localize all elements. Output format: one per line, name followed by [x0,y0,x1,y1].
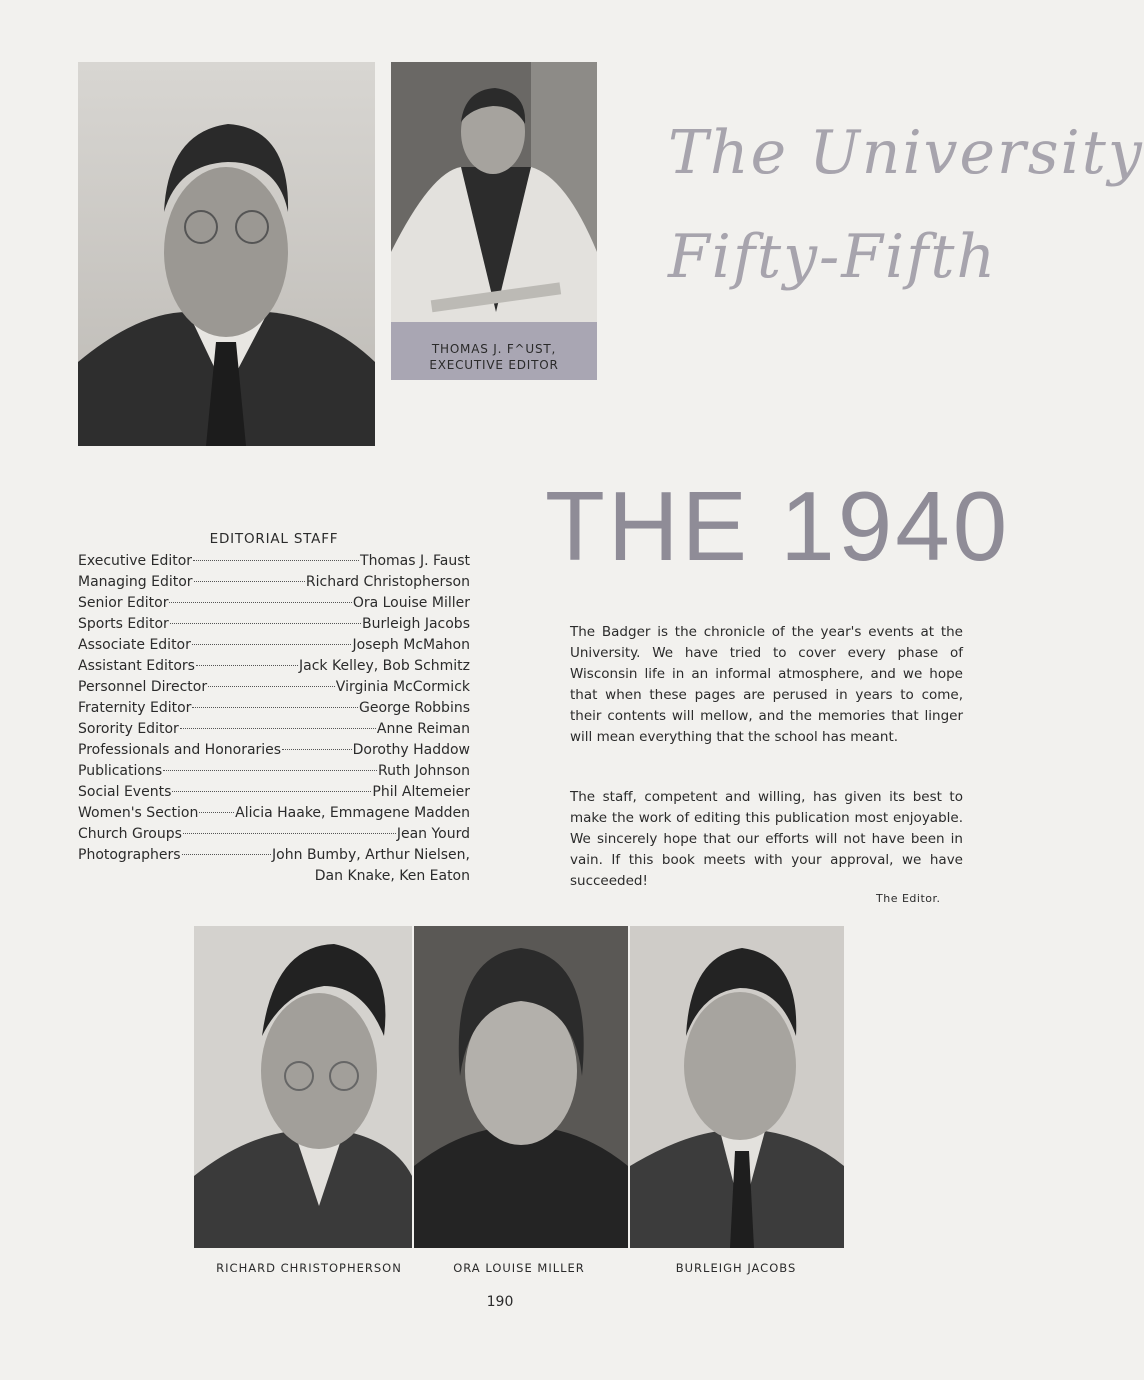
leader-dots [196,665,298,666]
staff-row [78,824,470,845]
staff-name: Jack Kelley, Bob Schmitz [299,658,470,674]
staff-row [78,803,470,824]
staff-name: Dan Knake, Ken Eaton [314,868,470,884]
staff-row [78,845,470,866]
leader-dots [172,791,371,792]
staff-role: Social Events [78,784,172,800]
staff-row [78,782,470,803]
staff-role: Church Groups [78,826,182,842]
leader-dots [199,812,234,813]
staff-name: Phil Altemeier [372,784,470,800]
faust-caption-name: THOMAS J. F^UST, [431,342,557,356]
staff-row [78,614,470,635]
caption-miller: ORA LOUISE MILLER [453,1261,585,1275]
leader-dots [194,581,305,582]
portrait-photo-large [78,62,375,446]
staff-paragraph: The staff, competent and willing, has given its best to make the work of editing this publication most enjoyable. We sincerely hope that our efforts will not have been in vain. If this book meets with your approval, we have succeeded! [570,789,963,889]
staff-role: Executive Editor [78,553,193,569]
staff-row [78,572,470,593]
staff-role: Fraternity Editor [78,700,192,716]
leader-dots [192,707,358,708]
staff-row-continuation [78,866,470,887]
editor-signature: The Editor. [876,892,941,905]
leader-dots [208,686,335,687]
big-title: THE 1940 [545,471,1011,581]
leader-dots [163,770,377,771]
staff-name: John Bumby, Arthur Nielsen, [272,847,470,863]
staff-name: Virginia McCormick [335,679,470,695]
editorial-staff-list [78,551,470,887]
staff-role: Senior Editor [78,595,169,611]
page-number: 190 [486,1294,514,1310]
leader-dots [170,623,361,624]
staff-role: Associate Editor [78,637,191,653]
leader-dots [192,644,352,645]
staff-row [78,740,470,761]
staff-row [78,761,470,782]
leader-dots [169,602,351,603]
staff-name: Dorothy Haddow [352,742,470,758]
staff-role: Photographers [78,847,181,863]
caption-jacobs: BURLEIGH JACOBS [675,1261,797,1275]
script-heading-line1: The University [668,118,1144,188]
staff-role: Sorority Editor [78,721,179,737]
staff-role: Women's Section [78,805,199,821]
intro-paragraph: The Badger is the chronicle of the year's events at the University. We have tried to cover every phase of Wisconsin life in an informal atmosphere, and we hope that when these pages are perused in years to come, their contents will mellow, and the memories that linger will mean everything that the school has meant. [570,624,963,745]
staff-name: Thomas J. Faust [360,553,470,569]
faust-caption-title: EXECUTIVE EDITOR [429,358,559,372]
script-heading-line2: Fifty-Fifth [668,222,998,292]
staff-name: Richard Christopherson [305,574,470,590]
staff-role: Sports Editor [78,616,169,632]
portrait-miller [414,926,628,1248]
leader-dots [180,728,376,729]
staff-name: Jean Yourd [396,826,470,842]
leader-dots [183,833,396,834]
leader-dots [182,854,271,855]
staff-row [78,551,470,572]
staff-row [78,719,470,740]
staff-name: Ora Louise Miller [352,595,470,611]
staff-name: Anne Reiman [376,721,470,737]
leader-dots [193,560,359,561]
staff-row [78,677,470,698]
staff-name: Joseph McMahon [352,637,470,653]
staff-role: Assistant Editors [78,658,195,674]
staff-name: Ruth Johnson [378,763,470,779]
staff-name: Burleigh Jacobs [362,616,470,632]
faust-photo [391,62,597,324]
staff-name: George Robbins [359,700,470,716]
leader-dots [282,749,352,750]
staff-row [78,656,470,677]
staff-role: Publications [78,763,163,779]
portrait-christopherson [194,926,412,1248]
staff-row [78,698,470,719]
staff-role: Managing Editor [78,574,193,590]
staff-name: Alicia Haake, Emmagene Madden [235,805,470,821]
caption-christopherson: RICHARD CHRISTOPHERSON [216,1261,402,1275]
faust-caption [391,322,597,380]
staff-role: Personnel Director [78,679,208,695]
editorial-staff-title: EDITORIAL STAFF [209,531,339,547]
staff-row [78,635,470,656]
staff-row [78,593,470,614]
portrait-jacobs [630,926,844,1248]
staff-role: Professionals and Honoraries [78,742,282,758]
